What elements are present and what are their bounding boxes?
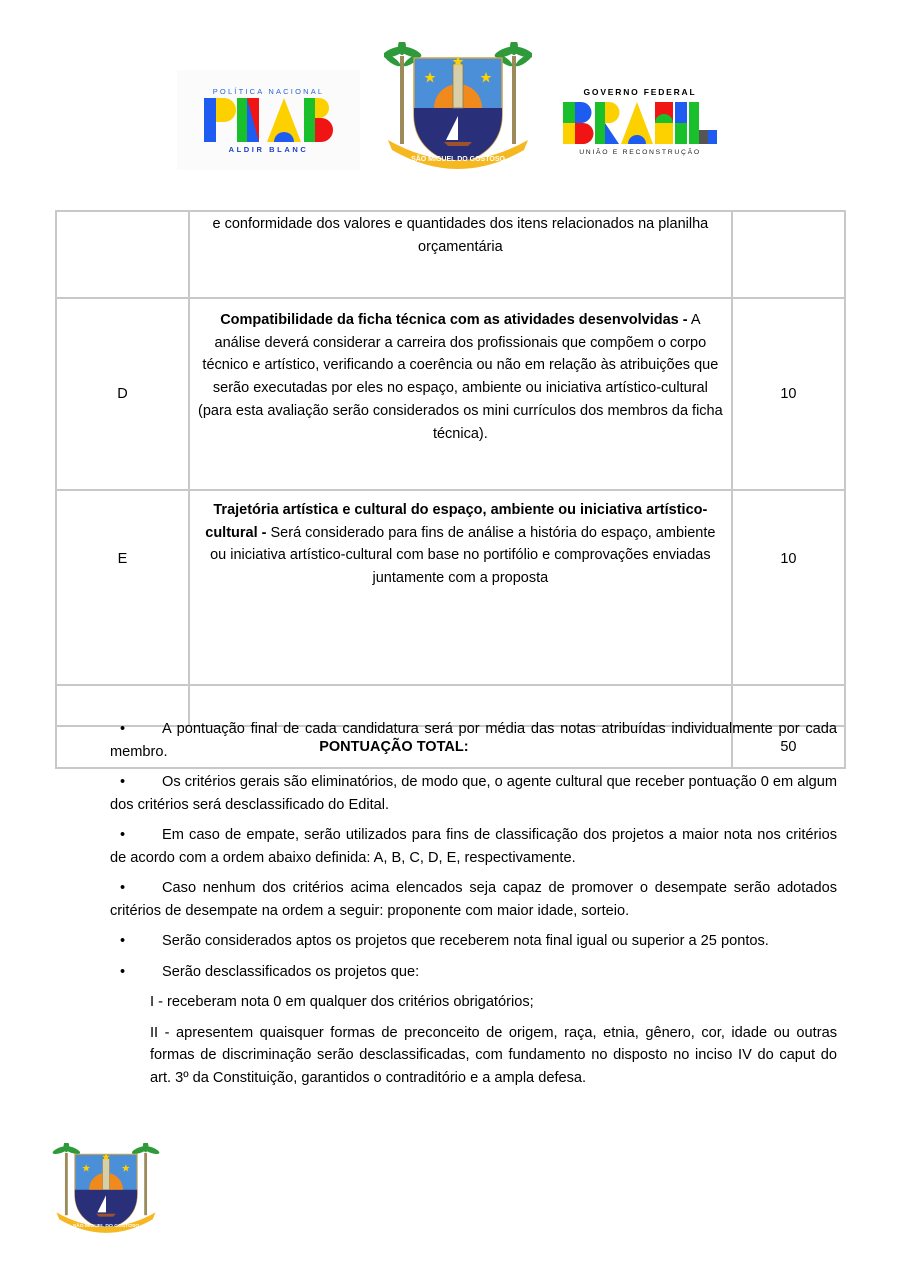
criterion-letter: D <box>56 298 189 490</box>
note-text: Caso nenhum dos critérios acima elencados seja capaz de promover o desempate serão adotados critérios de desempate na ordem a seguir: proponente com maior idade, sorteio. <box>110 880 837 919</box>
criterion-description <box>189 211 732 298</box>
pnab-logo-bottom-text: ALDIR BLANC <box>228 145 309 154</box>
crest-icon <box>384 42 532 172</box>
criterion-text: Será considerado para fins de análise a história do espaço, ambiente ou iniciativa artístico-cultural com base no portifólio e comprovações enviadas juntamente com a proposta <box>210 524 716 587</box>
criterion-description <box>189 490 732 685</box>
page-header <box>0 0 900 200</box>
governo-federal-logo <box>560 85 720 165</box>
bullet-icon: • <box>120 880 126 896</box>
note-item <box>110 961 837 984</box>
criterion-title: Trajetória artística e cultural do espaço, ambiente ou iniciativa artístico-cultural - <box>205 502 708 541</box>
criterion-title: Compatibilidade da ficha técnica com as atividades desenvolvidas - <box>220 312 688 328</box>
criterion-points: 10 <box>732 298 845 490</box>
criterion-description <box>189 298 732 490</box>
sub-item: I - receberam nota 0 em qualquer dos critérios obrigatórios; <box>150 994 534 1010</box>
table-row <box>56 211 845 298</box>
note-text: A pontuação final de cada candidatura será por média das notas atribuídas individualmente por cada membro. <box>110 721 837 760</box>
criterion-points: 10 <box>732 490 845 685</box>
criterion-letter <box>56 211 189 298</box>
governo-federal-text: GOVERNO FEDERAL <box>583 87 697 97</box>
pnab-logo <box>177 70 360 170</box>
table-row <box>56 298 845 490</box>
notes-list <box>110 718 837 1097</box>
total-value: 50 <box>732 726 845 768</box>
bullet-icon: • <box>120 774 126 790</box>
note-item <box>110 771 837 816</box>
pnab-wordmark-icon <box>204 98 334 142</box>
criterion-text: A análise deverá considerar a carreira dos profissionais que compõem o corpo técnico e artístico, verificando a coerência ou não em relação às atribuições que serão executadas por eles no espaço, ambiente ou iniciativa artístico-cultural (para esta avaliação serão considerados os mini currículos dos membros da ficha técnica). <box>198 312 723 442</box>
crest-banner-text: SÃO MIGUEL DO GOSTOSO <box>411 156 505 163</box>
note-item <box>110 718 837 763</box>
pnab-logo-top-text: POLÍTICA NACIONAL <box>212 87 325 96</box>
uniao-reconstrucao-text: UNIÃO E RECONSTRUÇÃO <box>579 149 701 156</box>
table-row <box>56 490 845 685</box>
bullet-icon: • <box>120 963 126 980</box>
bullet-icon: • <box>120 721 126 737</box>
bullet-icon: • <box>120 933 126 949</box>
criterion-points <box>732 211 845 298</box>
crest-icon <box>50 1143 162 1235</box>
footer-crest-logo <box>50 1143 162 1235</box>
note-text: Serão considerados aptos os projetos que receberem nota final igual ou superior a 25 pontos. <box>162 933 769 949</box>
total-label: PONTUAÇÃO TOTAL: <box>56 726 732 768</box>
sub-item: II - apresentem quaisquer formas de preconceito de origem, raça, etnia, gênero, cor, idade ou outras formas de discriminação serão desclassificadas, com fundamento no disposto no inciso IV do caput do art. 3º da Constituição, garantidos o contraditório e a ampla defesa. <box>150 1024 837 1086</box>
note-text: Os critérios gerais são eliminatórios, de modo que, o agente cultural que receber pontuação 0 em algum dos critérios será desclassificado do Edital. <box>110 774 837 813</box>
criterion-text: e conformidade dos valores e quantidades dos itens relacionados na planilha orçamentária <box>212 216 709 255</box>
sao-miguel-crest-logo <box>384 42 532 172</box>
criteria-table <box>55 210 846 769</box>
note-item <box>110 930 837 953</box>
note-text: Em caso de empate, serão utilizados para fins de classificação dos projetos a maior nota nos critérios de acordo com a ordem abaixo definida: A, B, C, D, E, respectivamente. <box>110 827 837 866</box>
criterion-letter: E <box>56 490 189 685</box>
note-text: Serão desclassificados os projetos que: <box>162 963 420 980</box>
note-item <box>110 824 837 869</box>
note-item <box>110 877 837 922</box>
bullet-icon: • <box>120 827 126 843</box>
brasil-wordmark-icon <box>563 102 717 144</box>
crest-banner-text: SÃO MIGUEL DO GOSTOSO <box>72 1224 140 1230</box>
